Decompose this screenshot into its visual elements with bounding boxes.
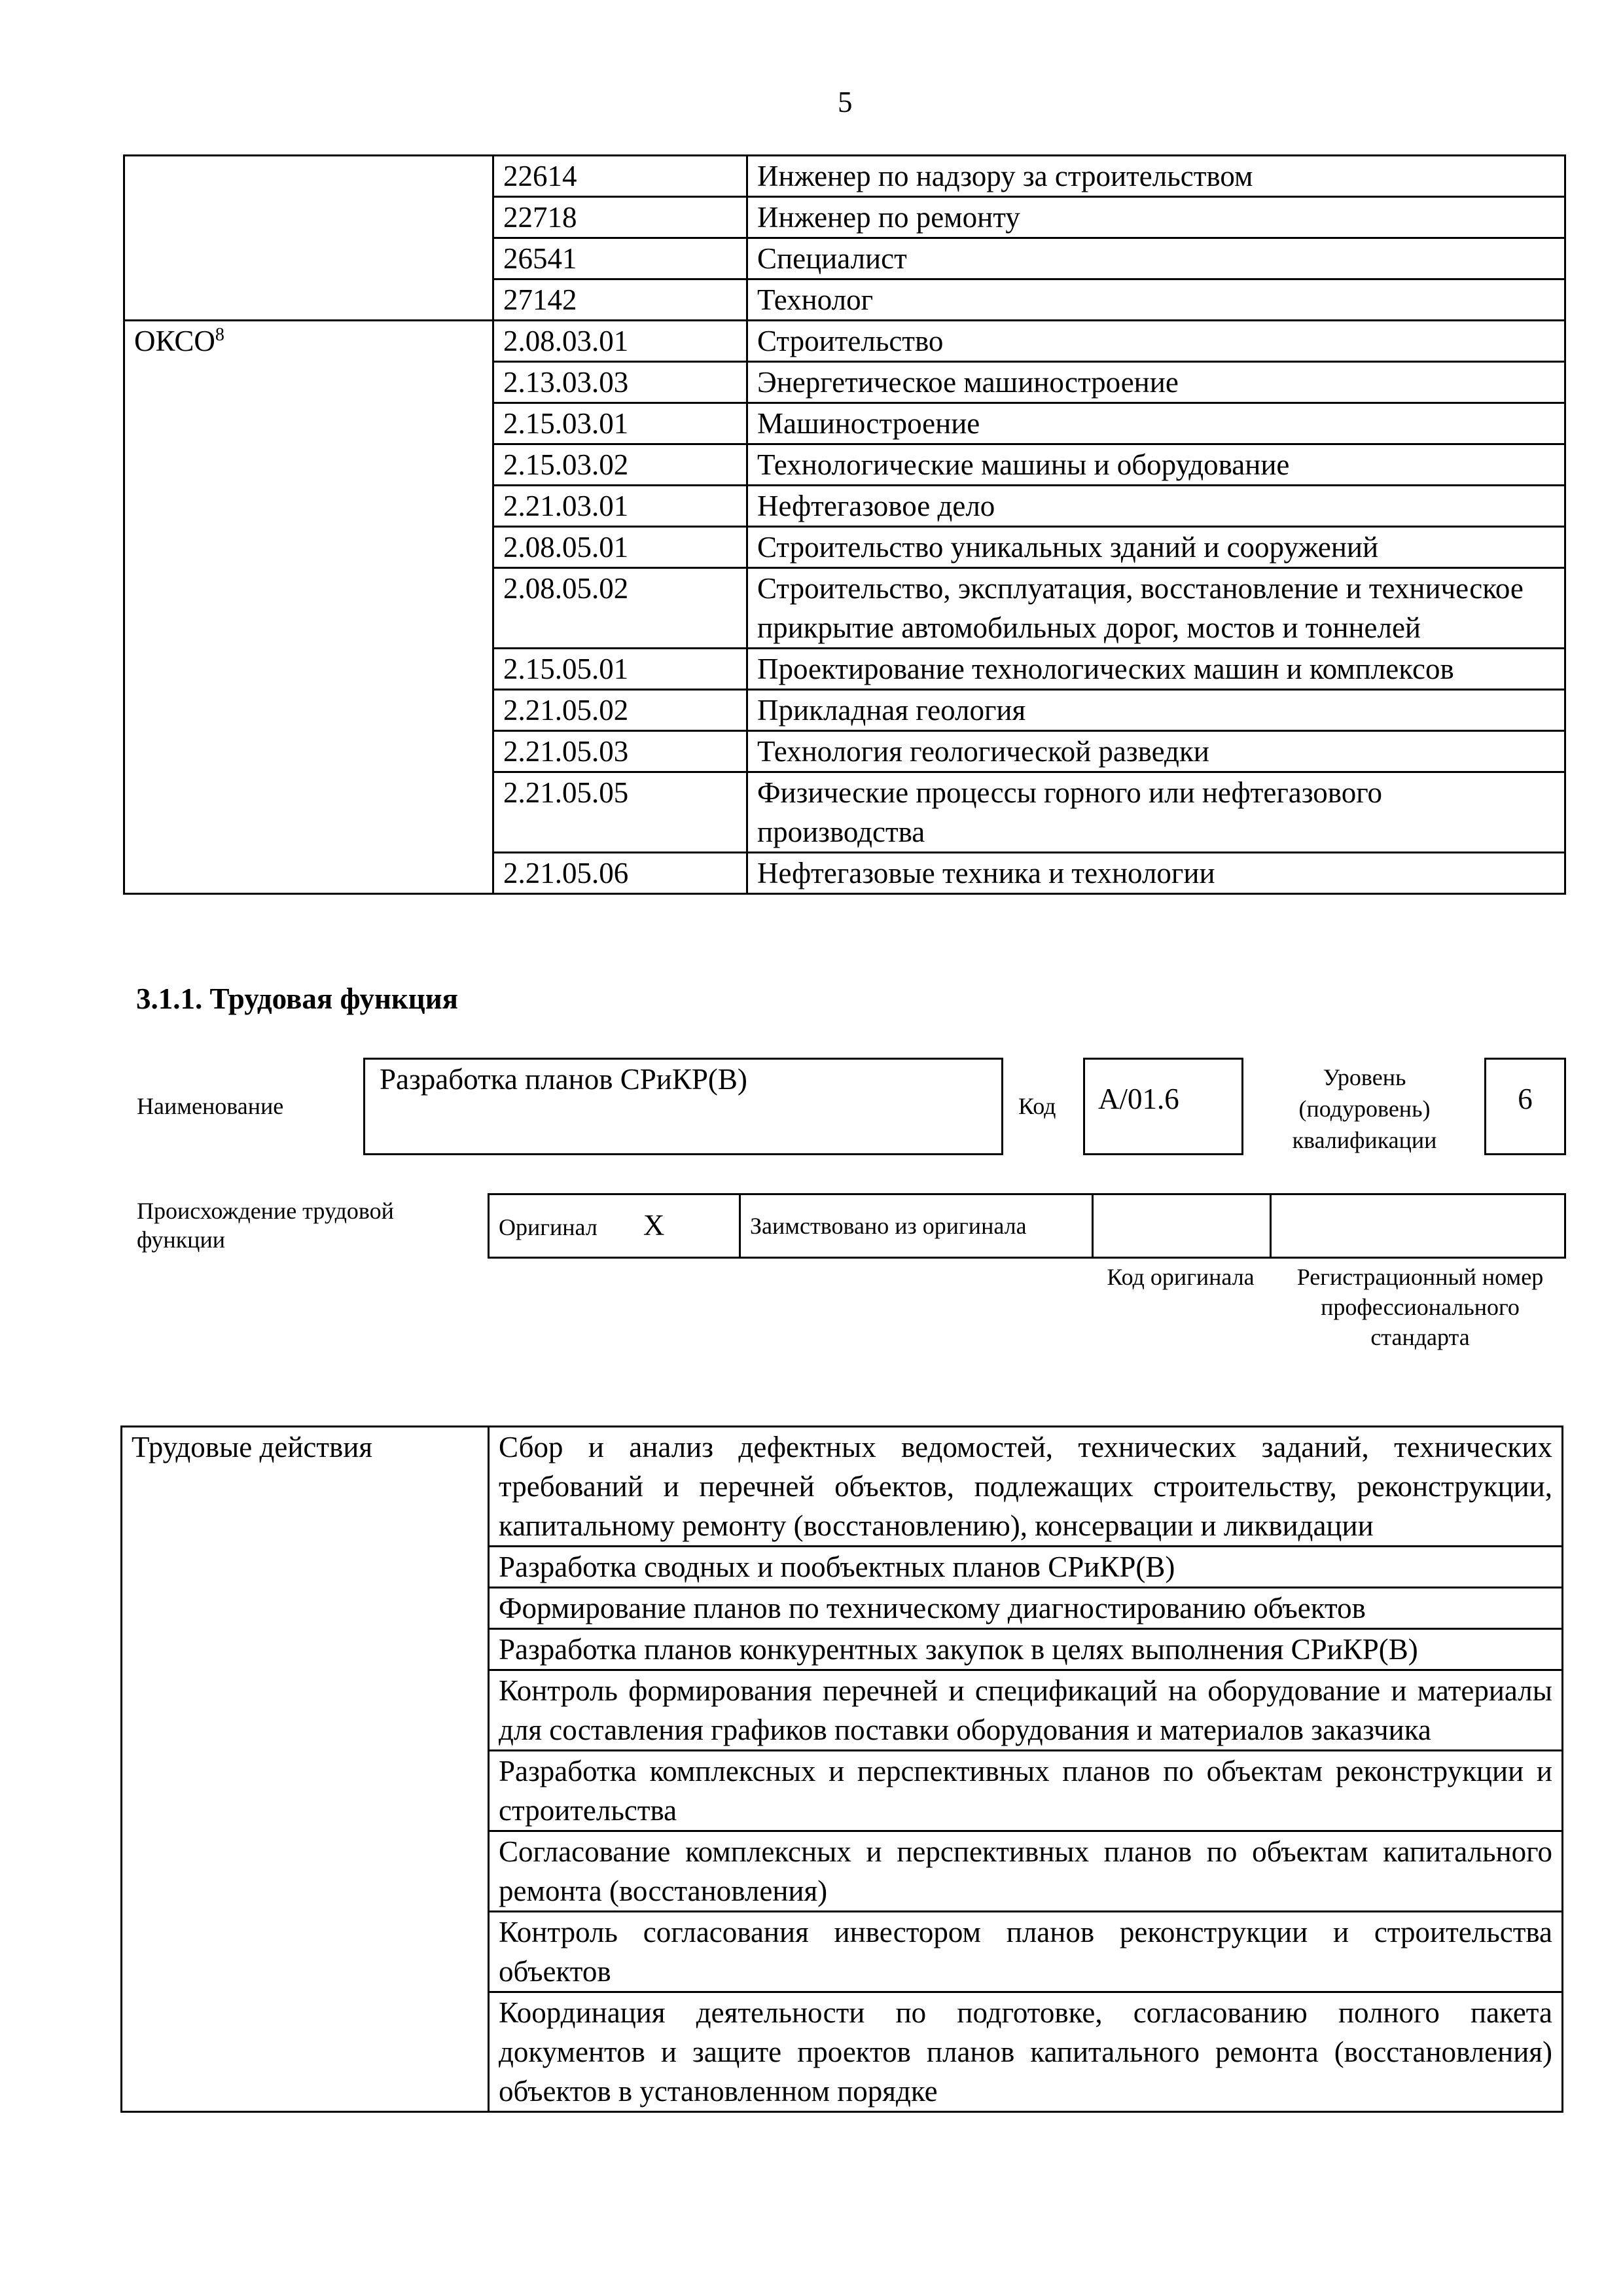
okso-label-cell bbox=[124, 321, 493, 894]
function-name-value: Разработка планов СРиКР(В) bbox=[380, 1063, 747, 1096]
name-cell: Инженер по надзору за строительством bbox=[747, 156, 1565, 197]
code-cell: 2.21.05.02 bbox=[493, 690, 747, 731]
name-cell: Специалист bbox=[747, 238, 1565, 279]
name-cell: Строительство уникальных зданий и сооружений bbox=[747, 527, 1565, 568]
level-field bbox=[1484, 1058, 1566, 1155]
level-value: 6 bbox=[1518, 1083, 1533, 1115]
name-cell: Нефтегазовое дело bbox=[747, 486, 1565, 527]
name-cell: Инженер по ремонту bbox=[747, 197, 1565, 238]
level-label-line: (подуровень) bbox=[1298, 1096, 1431, 1122]
table-row bbox=[124, 321, 1565, 362]
origin-table bbox=[488, 1193, 1566, 1259]
level-label bbox=[1257, 1062, 1472, 1156]
name-cell: Физические процессы горного или нефтегазового производства bbox=[747, 772, 1565, 853]
original-cell bbox=[489, 1194, 740, 1258]
name-cell: Проектирование технологических машин и комплексов bbox=[747, 649, 1565, 690]
okso-table bbox=[123, 154, 1566, 895]
code-cell: 2.21.05.03 bbox=[493, 731, 747, 772]
code-cell: 2.08.05.01 bbox=[493, 527, 747, 568]
name-cell: Технолог bbox=[747, 279, 1565, 321]
code-cell: 2.15.03.02 bbox=[493, 444, 747, 486]
action-item: Разработка комплексных и перспективных планов по объектам реконструкции и строительства bbox=[489, 1751, 1563, 1831]
page-number: 5 bbox=[838, 86, 853, 118]
original-code-cell bbox=[1093, 1194, 1271, 1258]
action-item: Сбор и анализ дефектных ведомостей, технических заданий, технических требований и перечней объектов, подлежащих строительству, реконструкции, капитальному ремонту (восстановлению), консервации и ликвидации bbox=[489, 1427, 1563, 1547]
code-cell: 22614 bbox=[493, 156, 747, 197]
action-item: Разработка планов конкурентных закупок в целях выполнения СРиКР(В) bbox=[489, 1629, 1563, 1670]
name-cell: Нефтегазовые техника и технологии bbox=[747, 853, 1565, 894]
original-label: Оригинал bbox=[499, 1213, 597, 1240]
code-cell: 2.15.05.01 bbox=[493, 649, 747, 690]
action-item: Контроль согласования инвестором планов реконструкции и строительства объектов bbox=[489, 1912, 1563, 1992]
action-item: Согласование комплексных и перспективных планов по объектам капитального ремонта (восстановления) bbox=[489, 1831, 1563, 1912]
code-cell: 27142 bbox=[493, 279, 747, 321]
code-cell: 2.13.03.03 bbox=[493, 362, 747, 403]
function-name-field bbox=[363, 1058, 1003, 1155]
code-cell: 2.21.03.01 bbox=[493, 486, 747, 527]
code-cell: 2.21.05.06 bbox=[493, 853, 747, 894]
code-cell: 22718 bbox=[493, 197, 747, 238]
table-row bbox=[124, 156, 1565, 197]
actions-label-cell: Трудовые действия bbox=[122, 1427, 489, 2112]
code-cell: 2.08.03.01 bbox=[493, 321, 747, 362]
code-cell: 2.15.03.01 bbox=[493, 403, 747, 444]
name-label: Наименование bbox=[137, 1093, 284, 1119]
action-item: Формирование планов по техническому диагностированию объектов bbox=[489, 1588, 1563, 1629]
name-cell: Строительство bbox=[747, 321, 1565, 362]
code-field bbox=[1083, 1058, 1243, 1155]
name-cell: Технология геологической разведки bbox=[747, 731, 1565, 772]
level-label-line: Уровень bbox=[1323, 1064, 1406, 1090]
code-cell: 2.08.05.02 bbox=[493, 568, 747, 649]
action-item: Координация деятельности по подготовке, согласованию полного пакета документов и защите проектов планов капитального ремонта (восстановления) объектов в установленном порядке bbox=[489, 1992, 1563, 2112]
borrowed-cell: Заимствовано из оригинала bbox=[740, 1194, 1093, 1258]
origin-label: Происхождение трудовой функции bbox=[137, 1198, 394, 1253]
original-mark: X bbox=[643, 1208, 665, 1242]
code-value: А/01.6 bbox=[1098, 1083, 1179, 1115]
code-label: Код bbox=[1018, 1093, 1056, 1119]
action-item: Разработка сводных и пообъектных планов СРиКР(В) bbox=[489, 1547, 1563, 1588]
reg-number-cell bbox=[1271, 1194, 1565, 1258]
action-item: Контроль формирования перечней и спецификаций на оборудование и материалы для составления графиков поставки оборудования и материалов заказчика bbox=[489, 1670, 1563, 1751]
empty-cell bbox=[124, 156, 493, 321]
name-cell: Машиностроение bbox=[747, 403, 1565, 444]
code-cell: 26541 bbox=[493, 238, 747, 279]
name-cell: Прикладная геология bbox=[747, 690, 1565, 731]
code-cell: 2.21.05.05 bbox=[493, 772, 747, 853]
name-cell: Строительство, эксплуатация, восстановление и техническое прикрытие автомобильных дорог, мостов и тоннелей bbox=[747, 568, 1565, 649]
actions-table bbox=[120, 1426, 1563, 2113]
level-label-line: квалификации bbox=[1292, 1127, 1437, 1153]
okso-label: ОКСО bbox=[134, 325, 215, 357]
reg-caption: Регистрационный номер профессионального стандарта bbox=[1296, 1264, 1544, 1350]
section-heading: 3.1.1. Трудовая функция bbox=[136, 982, 459, 1015]
name-cell: Технологические машины и оборудование bbox=[747, 444, 1565, 486]
footnote-mark: 8 bbox=[215, 325, 224, 345]
name-cell: Энергетическое машиностроение bbox=[747, 362, 1565, 403]
table-row bbox=[122, 1427, 1563, 1547]
code-caption: Код оригинала bbox=[1107, 1264, 1255, 1290]
